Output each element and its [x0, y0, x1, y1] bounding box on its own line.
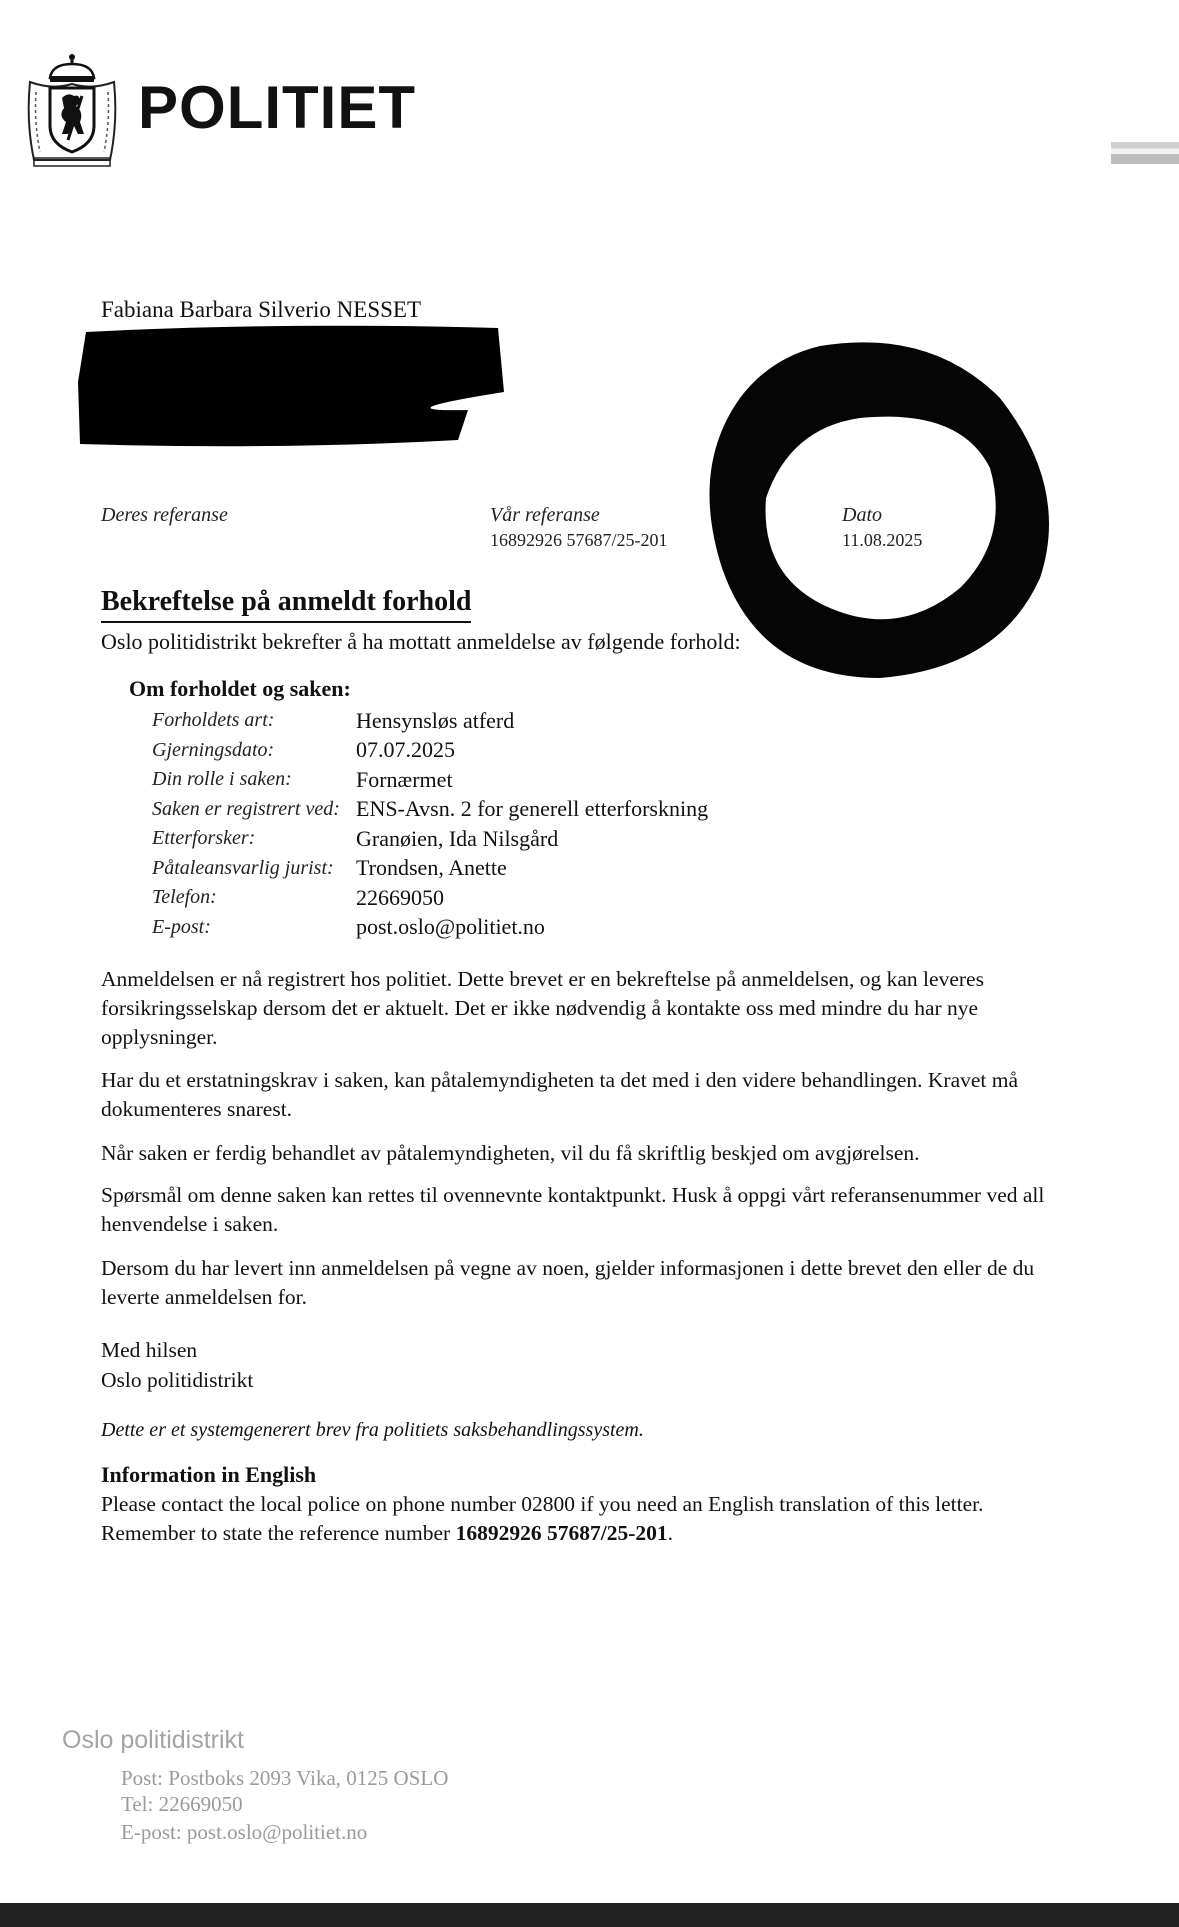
section-heading: Om forholdet og saken:: [129, 676, 351, 701]
fact-label: E-post:: [152, 915, 211, 938]
fact-label: Forholdets art:: [152, 709, 275, 732]
english-text: Please contact the local police on phone number 02800 if you need an English translation of this letter. Remember to state the reference number: [101, 1492, 984, 1545]
english-end: .: [667, 1521, 673, 1545]
norwegian-lion-crest-icon: [22, 52, 122, 168]
paragraph-registered: Anmeldelsen er nå registrert hos politiet. Dette brevet er en bekreftelse på anmeldelsen, og kan leveres forsikringsselskap dersom det er aktuelt. Det er ikke nødvendig å kontakte oss med mindre du har nye opplysninger.: [101, 967, 984, 1049]
fact-label: Gjerningsdato:: [152, 738, 275, 761]
fact-label: Saken er registrert ved:: [152, 797, 340, 820]
closing-greeting: Med hilsen: [101, 1338, 198, 1362]
paragraph-decision: Når saken er ferdig behandlet av påtalemyndigheten, vil du få skriftlig beskjed om avgjørelsen.: [101, 1141, 920, 1165]
recipient-name: Fabiana Barbara Silverio NESSET: [101, 297, 422, 322]
fact-value: 22669050: [356, 884, 444, 910]
bottom-edge-bar: [0, 1903, 1179, 1927]
english-heading: Information in English: [101, 1462, 317, 1487]
fact-value: Granøien, Ida Nilsgård: [356, 825, 559, 851]
deres-referanse-label: Deres referanse: [101, 504, 228, 526]
var-referanse-label: Vår referanse: [490, 504, 600, 526]
fact-row: [152, 913, 708, 943]
dato-value: 11.08.2025: [842, 530, 923, 550]
fact-label: Telefon:: [152, 886, 217, 909]
fact-row: [152, 736, 708, 766]
system-note: Dette er et systemgenerert brev fra politiets saksbehandlingssystem.: [101, 1419, 644, 1441]
fact-value: Fornærmet: [356, 766, 453, 792]
footer-tel: Tel: 22669050: [121, 1792, 243, 1816]
redaction-block: [78, 322, 508, 450]
fact-label: Påtaleansvarlig jurist:: [152, 856, 334, 879]
closing-sender: Oslo politidistrikt: [101, 1368, 254, 1392]
letter-intro: Oslo politidistrikt bekrefter å ha mottatt anmeldelse av følgende forhold:: [101, 629, 741, 654]
fact-value: Hensynsløs atferd: [356, 707, 515, 733]
fact-row: [152, 824, 708, 854]
footer-email: E-post: post.oslo@politiet.no: [121, 1820, 368, 1844]
fact-value: post.oslo@politiet.no: [356, 914, 545, 940]
fact-row: [152, 765, 708, 795]
fact-row: [152, 795, 708, 825]
fact-value: 07.07.2025: [356, 737, 455, 763]
fact-row: [152, 854, 708, 884]
fact-label: Etterforsker:: [152, 827, 256, 850]
english-reference-number: 16892926 57687/25-201: [455, 1521, 668, 1545]
fact-row: [152, 706, 708, 736]
footer-title: Oslo politidistrikt: [62, 1726, 244, 1754]
fact-value: ENS-Avsn. 2 for generell etterforskning: [356, 796, 709, 822]
footer-post: Post: Postboks 2093 Vika, 0125 OSLO: [121, 1766, 449, 1790]
page-edge-shadow: [1111, 142, 1179, 164]
paragraph-compensation: Har du et erstatningskrav i saken, kan påtalemyndigheten ta det med i den videre behandlingen. Kravet må dokumenteres snarest.: [101, 1068, 1019, 1121]
fact-row: [152, 883, 708, 913]
english-paragraph: [101, 1490, 1071, 1548]
dato-label: Dato: [842, 504, 882, 526]
var-referanse-value: 16892926 57687/25-201: [490, 530, 668, 550]
fact-label: Din rolle i saken:: [152, 768, 292, 791]
paragraph-questions: Spørsmål om denne saken kan rettes til ovennevnte kontaktpunkt. Husk å oppgi vårt referansenummer ved all henvendelse i saken.: [101, 1183, 1045, 1236]
politiet-logo-text: POLITIET: [138, 74, 416, 141]
case-facts: [152, 706, 708, 942]
paragraph-on-behalf: Dersom du har levert inn anmeldelsen på vegne av noen, gjelder informasjonen i dette brevet den eller de du leverte anmeldelsen for.: [101, 1256, 1035, 1309]
fact-value: Trondsen, Anette: [356, 855, 507, 881]
letter-title: Bekreftelse på anmeldt forhold: [101, 585, 471, 623]
